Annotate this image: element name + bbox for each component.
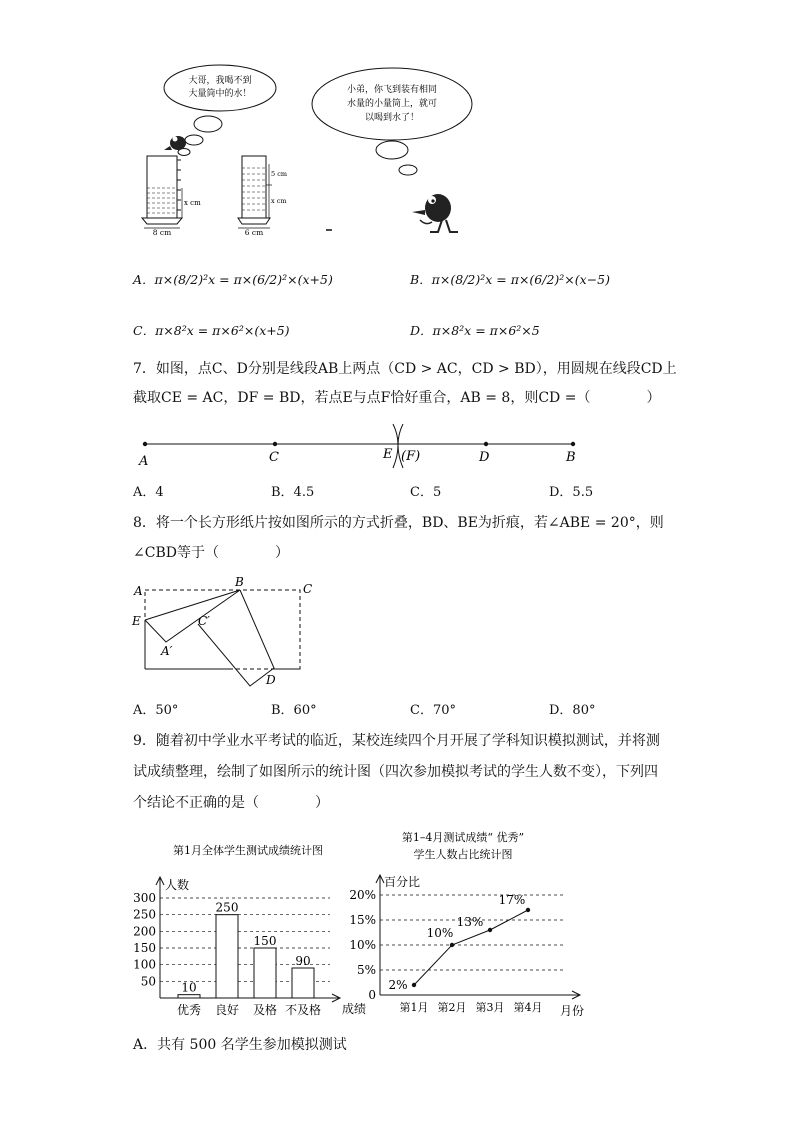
bar-value-label: 250 — [215, 900, 239, 915]
big-cyl-width-label: 8 cm — [152, 228, 172, 237]
bar-y-tick-label: 100 — [133, 957, 156, 972]
bar-4 — [292, 968, 314, 998]
q8-stem-line2: ∠CBD等于（ ） — [133, 545, 289, 561]
bar-chart-title: 第1月全体学生测试成绩统计图 — [173, 844, 323, 857]
line-data-label: 13% — [456, 915, 484, 929]
bar-y-tick-label: 250 — [133, 907, 156, 922]
line-data-label: 17% — [498, 893, 526, 907]
line-y-tick-label: 0 — [368, 988, 376, 1002]
line-category-label: 第1月 — [399, 1001, 429, 1014]
q7-option-b[interactable]: B．4.5 — [271, 485, 315, 500]
line-category-label: 第2月 — [437, 1001, 467, 1014]
small-cylinder — [238, 156, 287, 237]
q7-segment-figure — [133, 422, 593, 472]
small-cyl-height-label: x cm — [271, 197, 287, 205]
bubble-left-line2: 大量筒中的水！ — [188, 89, 252, 99]
label-c: C — [303, 582, 313, 596]
bar-2 — [216, 915, 238, 998]
bar-value-label: 10 — [181, 980, 197, 995]
bar-y-tick-label: 200 — [133, 924, 156, 939]
label-d: D — [479, 450, 490, 465]
point-a — [143, 442, 147, 446]
bubble-right-line1: 小弟，你飞到装有相同 — [346, 85, 438, 95]
big-cylinder — [142, 156, 201, 237]
q9-stem-line2: 试成绩整理，绘制了如图所示的统计图（四次参加模拟考试的学生人数不变），下列四 — [133, 764, 658, 780]
line-chart-title-1: 第1–4月测试成绩“ 优秀” — [401, 831, 525, 844]
line-chart-title-2: 学生人数占比统计图 — [413, 848, 513, 861]
q7-option-d[interactable]: D．5.5 — [549, 485, 594, 500]
bubble-right-line3: 以喝到水了！ — [364, 113, 420, 123]
left-speech-bubble — [164, 65, 276, 111]
cartoon-figure — [120, 60, 480, 245]
bar-category-label: 及格 — [252, 1003, 278, 1017]
label-d: D — [266, 673, 276, 687]
bird-small-icon — [164, 136, 186, 150]
bar-3 — [254, 948, 276, 998]
q8-fold-figure — [128, 572, 328, 692]
bar-y-tick-label: 150 — [133, 941, 156, 955]
q7-option-c[interactable]: C．5 — [410, 485, 442, 500]
line-x-label: 月份 — [560, 1004, 585, 1018]
point-b — [571, 442, 575, 446]
bird-large-icon — [412, 194, 458, 232]
q6-option-d[interactable]: D．π×8²x = π×6²×5 — [410, 323, 540, 338]
line-y-tick-label: 5% — [356, 963, 376, 977]
bar-y-label: 人数 — [165, 878, 190, 892]
bar-y-tick-label: 50 — [140, 974, 156, 989]
bar-category-label: 优秀 — [176, 1003, 202, 1017]
label-e: E — [132, 614, 141, 628]
q6-option-b[interactable]: B．π×(8/2)²x = π×(6/2)²×(x−5) — [410, 272, 611, 287]
label-b: B — [566, 450, 576, 465]
label-a: A — [139, 454, 149, 469]
label-a: A — [134, 584, 143, 598]
bar-value-label: 150 — [253, 934, 277, 948]
bar-x-label: 成绩 — [342, 1002, 367, 1016]
line-data-label: 10% — [426, 926, 454, 940]
point-c — [273, 442, 277, 446]
small-cyl-top-label: 5 cm — [271, 170, 288, 178]
line-y-tick-label: 10% — [349, 938, 376, 952]
label-f: (F) — [401, 449, 421, 464]
line-category-label: 第3月 — [475, 1001, 505, 1014]
label-b: B — [235, 575, 244, 589]
bar-category-label: 不及格 — [284, 1003, 322, 1017]
big-cyl-height-label: x cm — [184, 199, 201, 207]
bar-category-label: 良好 — [214, 1003, 240, 1017]
point-d — [484, 442, 488, 446]
label-c: C — [269, 450, 279, 465]
line-point-3 — [488, 928, 492, 932]
label-c-prime: C′ — [198, 614, 210, 628]
bubble-right-line2: 水量的小量筒上，就可 — [346, 99, 438, 109]
q9-stem-line1: 9．随着初中学业水平考试的临近，某校连续四个月开展了学科知识模拟测试，并将测 — [133, 733, 660, 749]
bar-y-tick-label: 300 — [133, 891, 156, 905]
bubble-left-line1: 大哥，我喝不到 — [188, 76, 252, 86]
small-cyl-width-label: 6 cm — [244, 228, 264, 237]
line-category-label: 第4月 — [513, 1001, 543, 1014]
line-y-label: 百分比 — [384, 875, 421, 889]
line-point-1 — [412, 983, 416, 987]
bar-value-label: 90 — [295, 954, 311, 968]
bar-chart — [130, 835, 375, 1025]
line-y-tick-label: 15% — [349, 913, 376, 927]
q8-stem-line1: 8．将一个长方形纸片按如图所示的方式折叠，BD、BE为折痕，若∠ABE = 20°，则 — [133, 515, 664, 531]
q7-option-a[interactable]: A．4 — [133, 485, 164, 500]
q6-option-c[interactable]: C．π×8²x = π×6²×(x+5) — [133, 323, 290, 338]
bar-1 — [178, 995, 200, 998]
line-data-label: 2% — [388, 978, 408, 992]
label-a-prime: A′ — [161, 644, 173, 658]
label-e: E — [383, 447, 393, 462]
line-point-4 — [526, 908, 530, 912]
q8-option-c[interactable]: C．70° — [410, 703, 456, 718]
q8-option-d[interactable]: D．80° — [549, 703, 596, 718]
q9-stem-line3: 个结论不正确的是（ ） — [133, 795, 329, 811]
line-y-tick-label: 20% — [349, 888, 376, 902]
line-point-2 — [450, 943, 454, 947]
q9-option-a[interactable]: A．共有 500 名学生参加模拟测试 — [133, 1037, 347, 1053]
q7-stem-line1: 7．如图，点C、D分别是线段AB上两点（CD > AC，CD > BD），用圆规在线段CD上 — [133, 361, 677, 377]
q6-option-a[interactable]: A．π×(8/2)²x = π×(6/2)²×(x+5) — [133, 272, 333, 287]
q8-option-a[interactable]: A．50° — [133, 703, 179, 718]
line-chart — [340, 825, 600, 1025]
q8-option-b[interactable]: B．60° — [271, 703, 317, 718]
compass-arc-left — [393, 424, 398, 468]
q7-stem-line2: 截取CE = AC，DF = BD，若点E与点F恰好重合，AB = 8，则CD =（ ） — [133, 390, 661, 406]
